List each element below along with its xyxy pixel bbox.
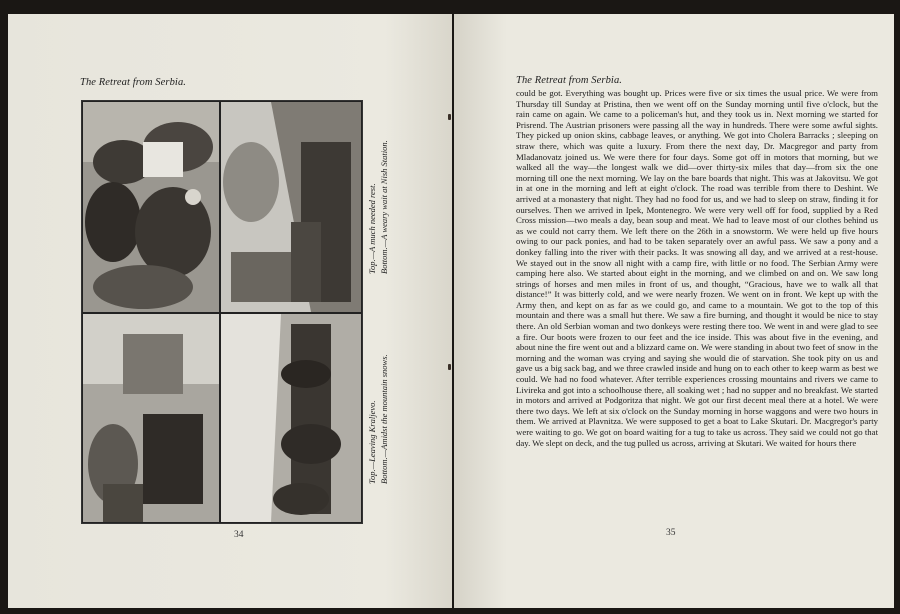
photo-caption-right-column [366,134,390,274]
body-paragraph: could be got. Everything was bought up. Prices were five or six times the usual price. We were from Thursday till Sunday at Pristina, then we went off on the Sunday morning until five o'clock, but the rain came on again. We came to a policeman's hut, and they took us in. Next morning we started for Prisrend. The Austrian prisoners were passing all the way in hundreds. There were some awful sights. They picked up onion skins, cabbage leaves, or anything. We got into Cholera Barracks ; sleeping on straw there, which was quite a luxury. From there the next day, Dr. Macgregor and party from Mladanovatz joined us. We were there for four days. Some got off in motors that morning, but we walked all the way—the longest walk we did—over thirty-six miles that day—from six the one morning till one the next morning. We lay on the bare boards that night. This was at Jakovitsu. We got in at one in the morning and left at eight o'clock. The road was terrible from there to Deshint. We arrived at a monastery that night. They had no food for us, and we had to sleep on straw, finding it for ourselves. Then we arrived in Ipek, Montenegro. We were very well off for food, supplied by a Red Cross mission—two meals a day, bean soup and meat. We had to leave most of our clothes behind us as we could not carry them. We left there on the 26th in a snowstorm. We were held up five hours owing to our pack ponies, and had to be taken separately over an awful pass. We saw a pony and a donkey falling into the river with their packs. It was snowing all day, and we arrived at a rest-house. We stayed out in the snow all night with a camp fire, with little or no food. The Serbian Army were camping here also. We started about eight in the morning, and we climbed on and on. We saw long strings of horses and men miles in front of us, and thought, “Gracious, have we to walk all that distance!” It was bitterly cold, and we were nearly frozen. We went on in front. We kept up with the Army then, and kept on as far as we could go, and came to a mountain. We got to the top of this mountain and there was a small hut there. We saw a fire burning, and thought it would be nice to stay there. An old Serbian woman and two donkeys were resting there too. We went in and were glad to see a fire. Our boots were frozen to our feet and the ice inside. This was about five in the evening, and about nine the fire went out and a blizzard came on. We were standing in about two feet of snow in the morning and the woman was crying and saying she would die of starvation. She took pity on us and gave us a big sack bag, and we three crawled inside and hung on to each other to keep warm as best we could. We had no food whatever. After terrible experiences crossing mountains and rivers we came to Livireka and got into a schoolhouse there, all soaking wet ; had no supper and no breakfast. We started in motors and arrived at Podgoritza that night. We got our first decent meal there at a hotel. We were there two days. We left at six o'clock on the Sunday morning in horse waggons and were two hours in them. We arrived at Plavnitza. We were supposed to get a boat to Lake Skutari. Dr. Macgregor's party were waiting to go. We got on board waiting for a tug to take us across. They said we could not go that day. We slept on deck, and the tug pulled us across, arriving at Skutari. We waited for hours there [516,88,878,448]
running-head-right: The Retreat from Serbia. [516,75,623,86]
running-head-left: The Retreat from Serbia. [80,77,187,88]
binding-hole [448,364,451,370]
photo-leaving-kraljevo [82,313,220,523]
caption-line: Top.—A much needed rest. [367,183,377,274]
binding-hole [448,114,451,120]
caption-line: Bottom.—A weary wait at Nish Station. [379,140,389,274]
caption-line: Top.—Leaving Kraljevo. [367,400,377,484]
left-page [8,14,452,608]
photo-nish-station [220,101,362,313]
photo-caption-left-column [366,344,390,484]
page-number-left: 34 [234,530,244,540]
page-number-right: 35 [666,528,676,538]
right-page [454,14,894,608]
body-text [516,88,878,448]
photo-plate [81,100,363,524]
photo-mountain-snows [220,313,362,523]
photo-resting-soldiers [82,101,220,313]
caption-line: Bottom.—Amidst the mountain snows. [379,354,389,484]
